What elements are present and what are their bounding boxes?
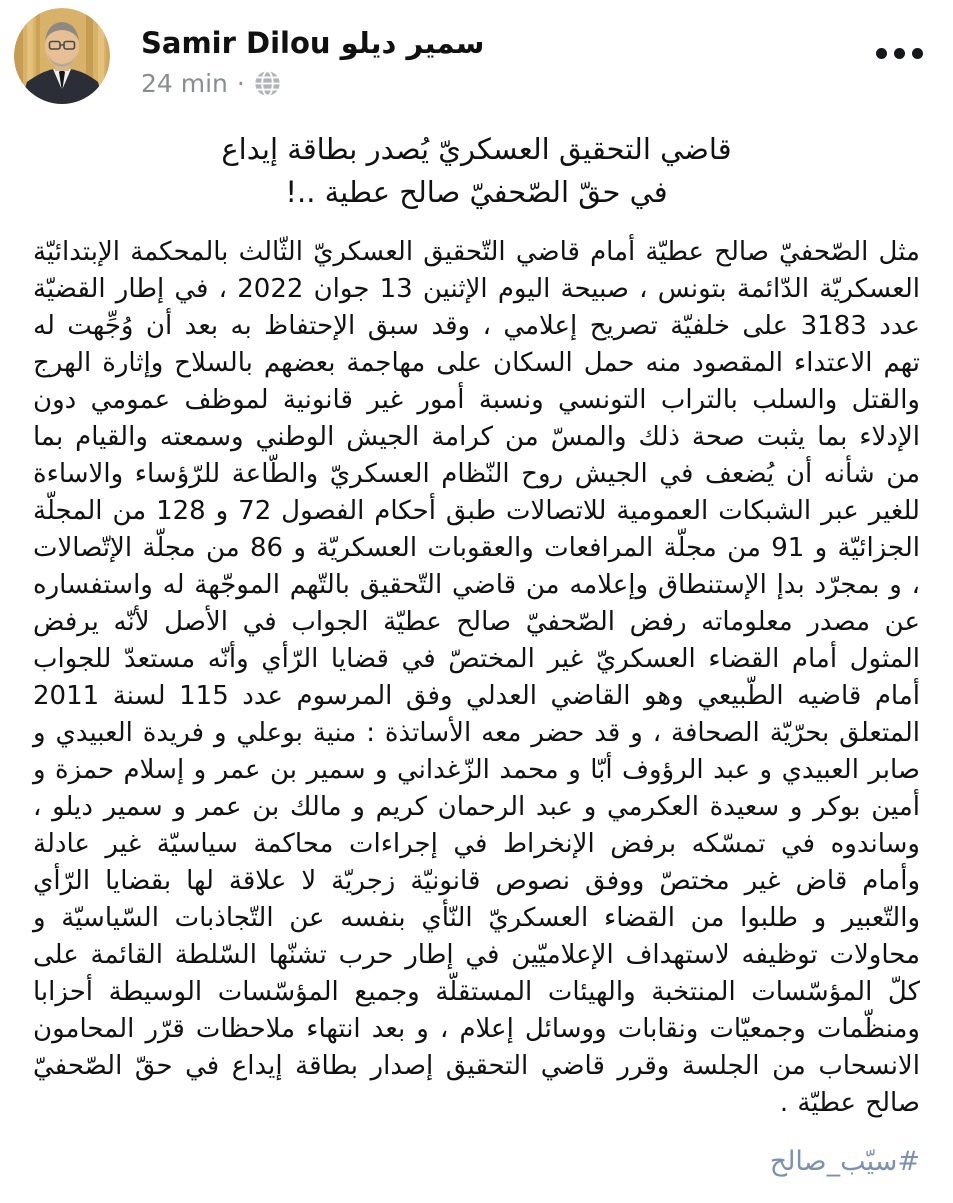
meta-separator: · xyxy=(236,68,245,98)
post-title-line1: قاضي التحقيق العسكريّ يُصدر بطاقة إيداع xyxy=(221,132,732,166)
post-menu-button[interactable] xyxy=(872,44,927,63)
post-body-text: مثل الصّحفيّ صالح عطيّة أمام قاضي التّحقيق العسكريّ الثّالث بالمحكمة الإبتدائيّة العسكريّة الدّائمة بتونس ، صبيحة اليوم الإثنين 13 جوان 2022 ، في إطار القضيّة عدد 3183 على خلفيّة تصريح إعلامي ، وقد سبق الإحتفاظ به بعد أن وُجِّهت له تهم الاعتداء المقصود منه حمل السكان على مهاجمة بعضهم بالسلاح وإثارة الهرج والقتل والسلب بالتراب التونسي ونسبة أمور غير قانونية لموظف عمومي دون الإدلاء بما يثبت صحة ذلك والمسّ من كرامة الجيش الوطني وسمعته والقيام بما من شأنه أن يُضعف في الجيش روح النّظام العسكريّ والطّاعة للرّؤساء والاساءة للغير عبر الشبكات العمومية للاتصالات طبق أحكام الفصول 72 و 128 من المجلّة الجزائيّة و 91 من مجلّة المرافعات والعقوبات العسكريّة و 86 من مجلّة الإتّصالات ، و بمجرّد بدإ الإستنطاق وإعلامه من قاضي التّحقيق بالتّهم الموجّهة له واستفساره عن مصدر معلوماته رفض الصّحفيّ صالح عطيّة الجواب في الأصل لأنّه يرفض المثول أمام القضاء العسكريّ غير المختصّ في قضايا الرّأي وأنّه مستعدّ للجواب أمام قاضيه الطّبيعي وهو القاضي العدلي وفق المرسوم عدد 115 لسنة 2011 المتعلق بحرّيّة الصحافة ، و قد حضر معه الأساتذة : منية بوعلي و فريدة العبيدي و صابر العبيدي و عبد الرؤوف أبّا و محمد الزّغداني و سمير بن عمر و إسلام حمزة و أمين بوكر و سعيدة العكرمي و عبد الرحمان كريم و مالك بن عمر و سمير ديلو ، وساندوه في تمسّكه برفض الإنخراط في إجراءات محاكمة سياسيّة غير عادلة وأمام قاض غير مختصّ ووفق نصوص قانونيّة زجريّة لا علاقة لها بقضايا الرّأي والتّعبير و طلبوا من القضاء العسكريّ النّأي بنفسه عن التّجاذبات السّياسيّة و محاولات توظيفه لاستهداف الإعلاميّين في إطار حرب تشنّها السّلطة القائمة على كلّ المؤسّسات المنتخبة والهيئات المستقلّة وجميع المؤسّسات الوسيطة أحزابا ومنظّمات وجمعيّات ونقابات ووسائل إعلام ، و بعد انتهاء ملاحظات قرّر المحامون الانسحاب من الجلسة وقرر قاضي التحقيق إصدار بطاقة إيداع في حقّ الصّحفيّ صالح عطيّة . xyxy=(33,237,920,1118)
ellipsis-icon xyxy=(876,48,887,59)
privacy-globe-icon xyxy=(254,70,281,97)
avatar-image xyxy=(14,8,110,104)
ellipsis-icon xyxy=(894,48,905,59)
post-title xyxy=(0,128,953,214)
author-name[interactable]: Samir Dilou سمير ديلو xyxy=(141,26,485,60)
post-timestamp[interactable]: 24 min xyxy=(141,68,228,98)
ellipsis-icon xyxy=(912,48,923,59)
hashtag-row xyxy=(0,1122,953,1203)
hashtag-link[interactable]: #سيّب_صالح xyxy=(769,1146,920,1177)
header-text-block xyxy=(141,8,484,98)
post-title-line2: في حقّ الصّحفيّ صالح عطية ..! xyxy=(285,175,668,209)
post-header xyxy=(0,0,953,104)
post-meta-row xyxy=(141,69,484,98)
profile-avatar[interactable] xyxy=(14,8,110,104)
